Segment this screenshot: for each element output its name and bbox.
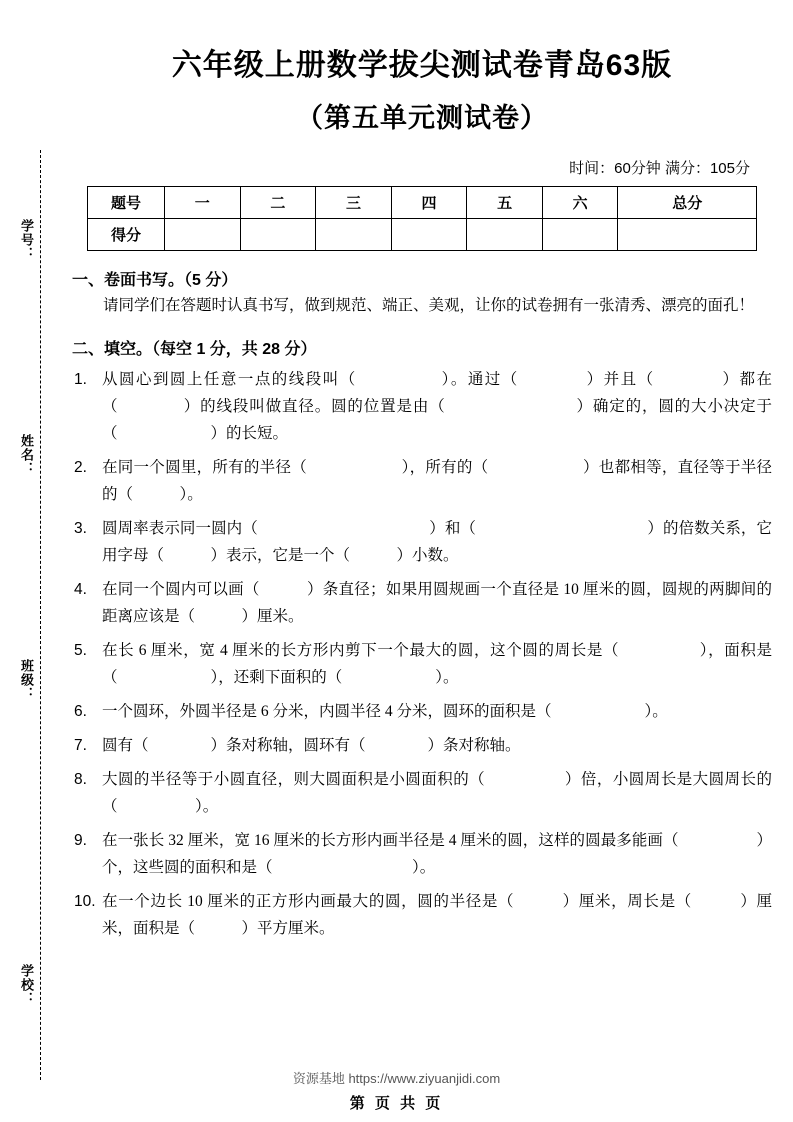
margin-label-school: 学校： [14,960,36,1010]
list-item [72,366,772,447]
score-table-col-2: 三 [316,187,392,219]
question-text: 在同一个圆里，所有的半径（ ），所有的（ ）也都相等，直径等于半径的（ ）。 [102,459,772,503]
question-text: 在同一个圆内可以画（ ）条直径；如果用圆规画一个直径是 10 厘米的圆，圆规的两脚间的距离应该是（ ）厘米。 [102,581,772,625]
score-table-row-label-0: 题号 [88,187,165,219]
question-number: 10. [74,893,96,910]
list-item [72,454,772,508]
score-table-col-6: 总分 [618,187,757,219]
question-text: 一个圆环，外圆半径是 6 分米，内圆半径 4 分米，圆环的面积是（ ）。 [102,703,668,720]
section-heading-fill-blanks: 二、填空。（每空 1 分，共 28 分） [72,341,317,358]
section-body-handwriting: 请同学们在答题时认真书写，做到规范、端正、美观，让你的试卷拥有一张清秀、漂亮的面孔！ [103,297,755,314]
question-number: 6. [74,703,87,720]
list-item [72,637,772,691]
list-item [72,888,772,942]
question-number: 8. [74,771,87,788]
question-text: 圆周率表示同一圆内（ ）和（ ）的倍数关系，它用字母（ ）表示，它是一个（ ）小数。 [102,520,772,564]
page-title: 六年级上册数学拔尖测试卷青岛63版 [171,49,673,82]
score-cell-4[interactable] [467,219,543,251]
score-cell-2[interactable] [316,219,392,251]
question-number: 2. [74,459,87,476]
question-text: 在长 6 厘米，宽 4 厘米的长方形内剪下一个最大的圆，这个圆的周长是（ ），面积是（ ），还剩下面积的（ ）。 [102,642,772,686]
score-cell-0[interactable] [165,219,241,251]
list-item [72,576,772,630]
score-table-col-4: 五 [467,187,543,219]
question-text: 大圆的半径等于小圆直径，则大圆面积是小圆面积的（ ）倍，小圆周长是大圆周长的（ ）。 [102,771,772,815]
fold-dashed-line [40,150,41,1080]
page-subtitle: （第五单元测试卷） [296,103,548,133]
score-table-col-5: 六 [542,187,618,219]
question-number: 5. [74,642,87,659]
section-heading-handwriting: 一、卷面书写。（5 分） [72,272,238,289]
question-number: 9. [74,832,87,849]
question-text: 从圆心到圆上任意一点的线段叫（ ）。通过（ ）并且（ ）都在（ ）的线段叫做直径。圆的位置是由（ ）确定的，圆的大小决定于（ ）的长短。 [102,371,772,442]
table-row [88,187,757,219]
footer-source: 资源基地 https://www.ziyuanjidi.com [292,1071,501,1086]
table-row [88,219,757,251]
margin-label-student-id: 学号： [14,215,36,265]
question-number: 3. [74,520,87,537]
score-table [87,186,757,251]
list-item [72,698,772,725]
list-item [72,732,772,759]
left-margin-strip [0,0,52,1122]
question-text: 圆有（ ）条对称轴，圆环有（ ）条对称轴。 [102,737,521,754]
score-table-row-label-1: 得分 [88,219,165,251]
score-cell-6[interactable] [618,219,757,251]
question-number: 4. [74,581,87,598]
list-item [72,515,772,569]
score-cell-5[interactable] [542,219,618,251]
margin-label-name: 姓名： [14,430,36,480]
document-body [72,0,772,942]
question-text: 在一个边长 10 厘米的正方形内画最大的圆，圆的半径是（ ）厘米，周长是（ ）厘米，面积是（ ）平方厘米。 [102,893,772,937]
list-item [72,827,772,881]
score-table-col-3: 四 [391,187,467,219]
question-text: 在一张长 32 厘米，宽 16 厘米的长方形内画半径是 4 厘米的圆，这样的圆最多能画（ ）个，这些圆的面积和是（ ）。 [102,832,772,876]
score-table-col-1: 二 [240,187,316,219]
question-number: 7. [74,737,87,754]
score-cell-1[interactable] [240,219,316,251]
footer-page-number: 第 页 共 页 [349,1095,444,1112]
list-item [72,766,772,820]
exam-meta: 时间：60分钟 满分：105分 [569,160,750,177]
score-table-col-0: 一 [165,187,241,219]
score-cell-3[interactable] [391,219,467,251]
margin-label-class: 班级： [14,655,36,705]
question-list [72,366,772,942]
question-number: 1. [74,371,87,388]
